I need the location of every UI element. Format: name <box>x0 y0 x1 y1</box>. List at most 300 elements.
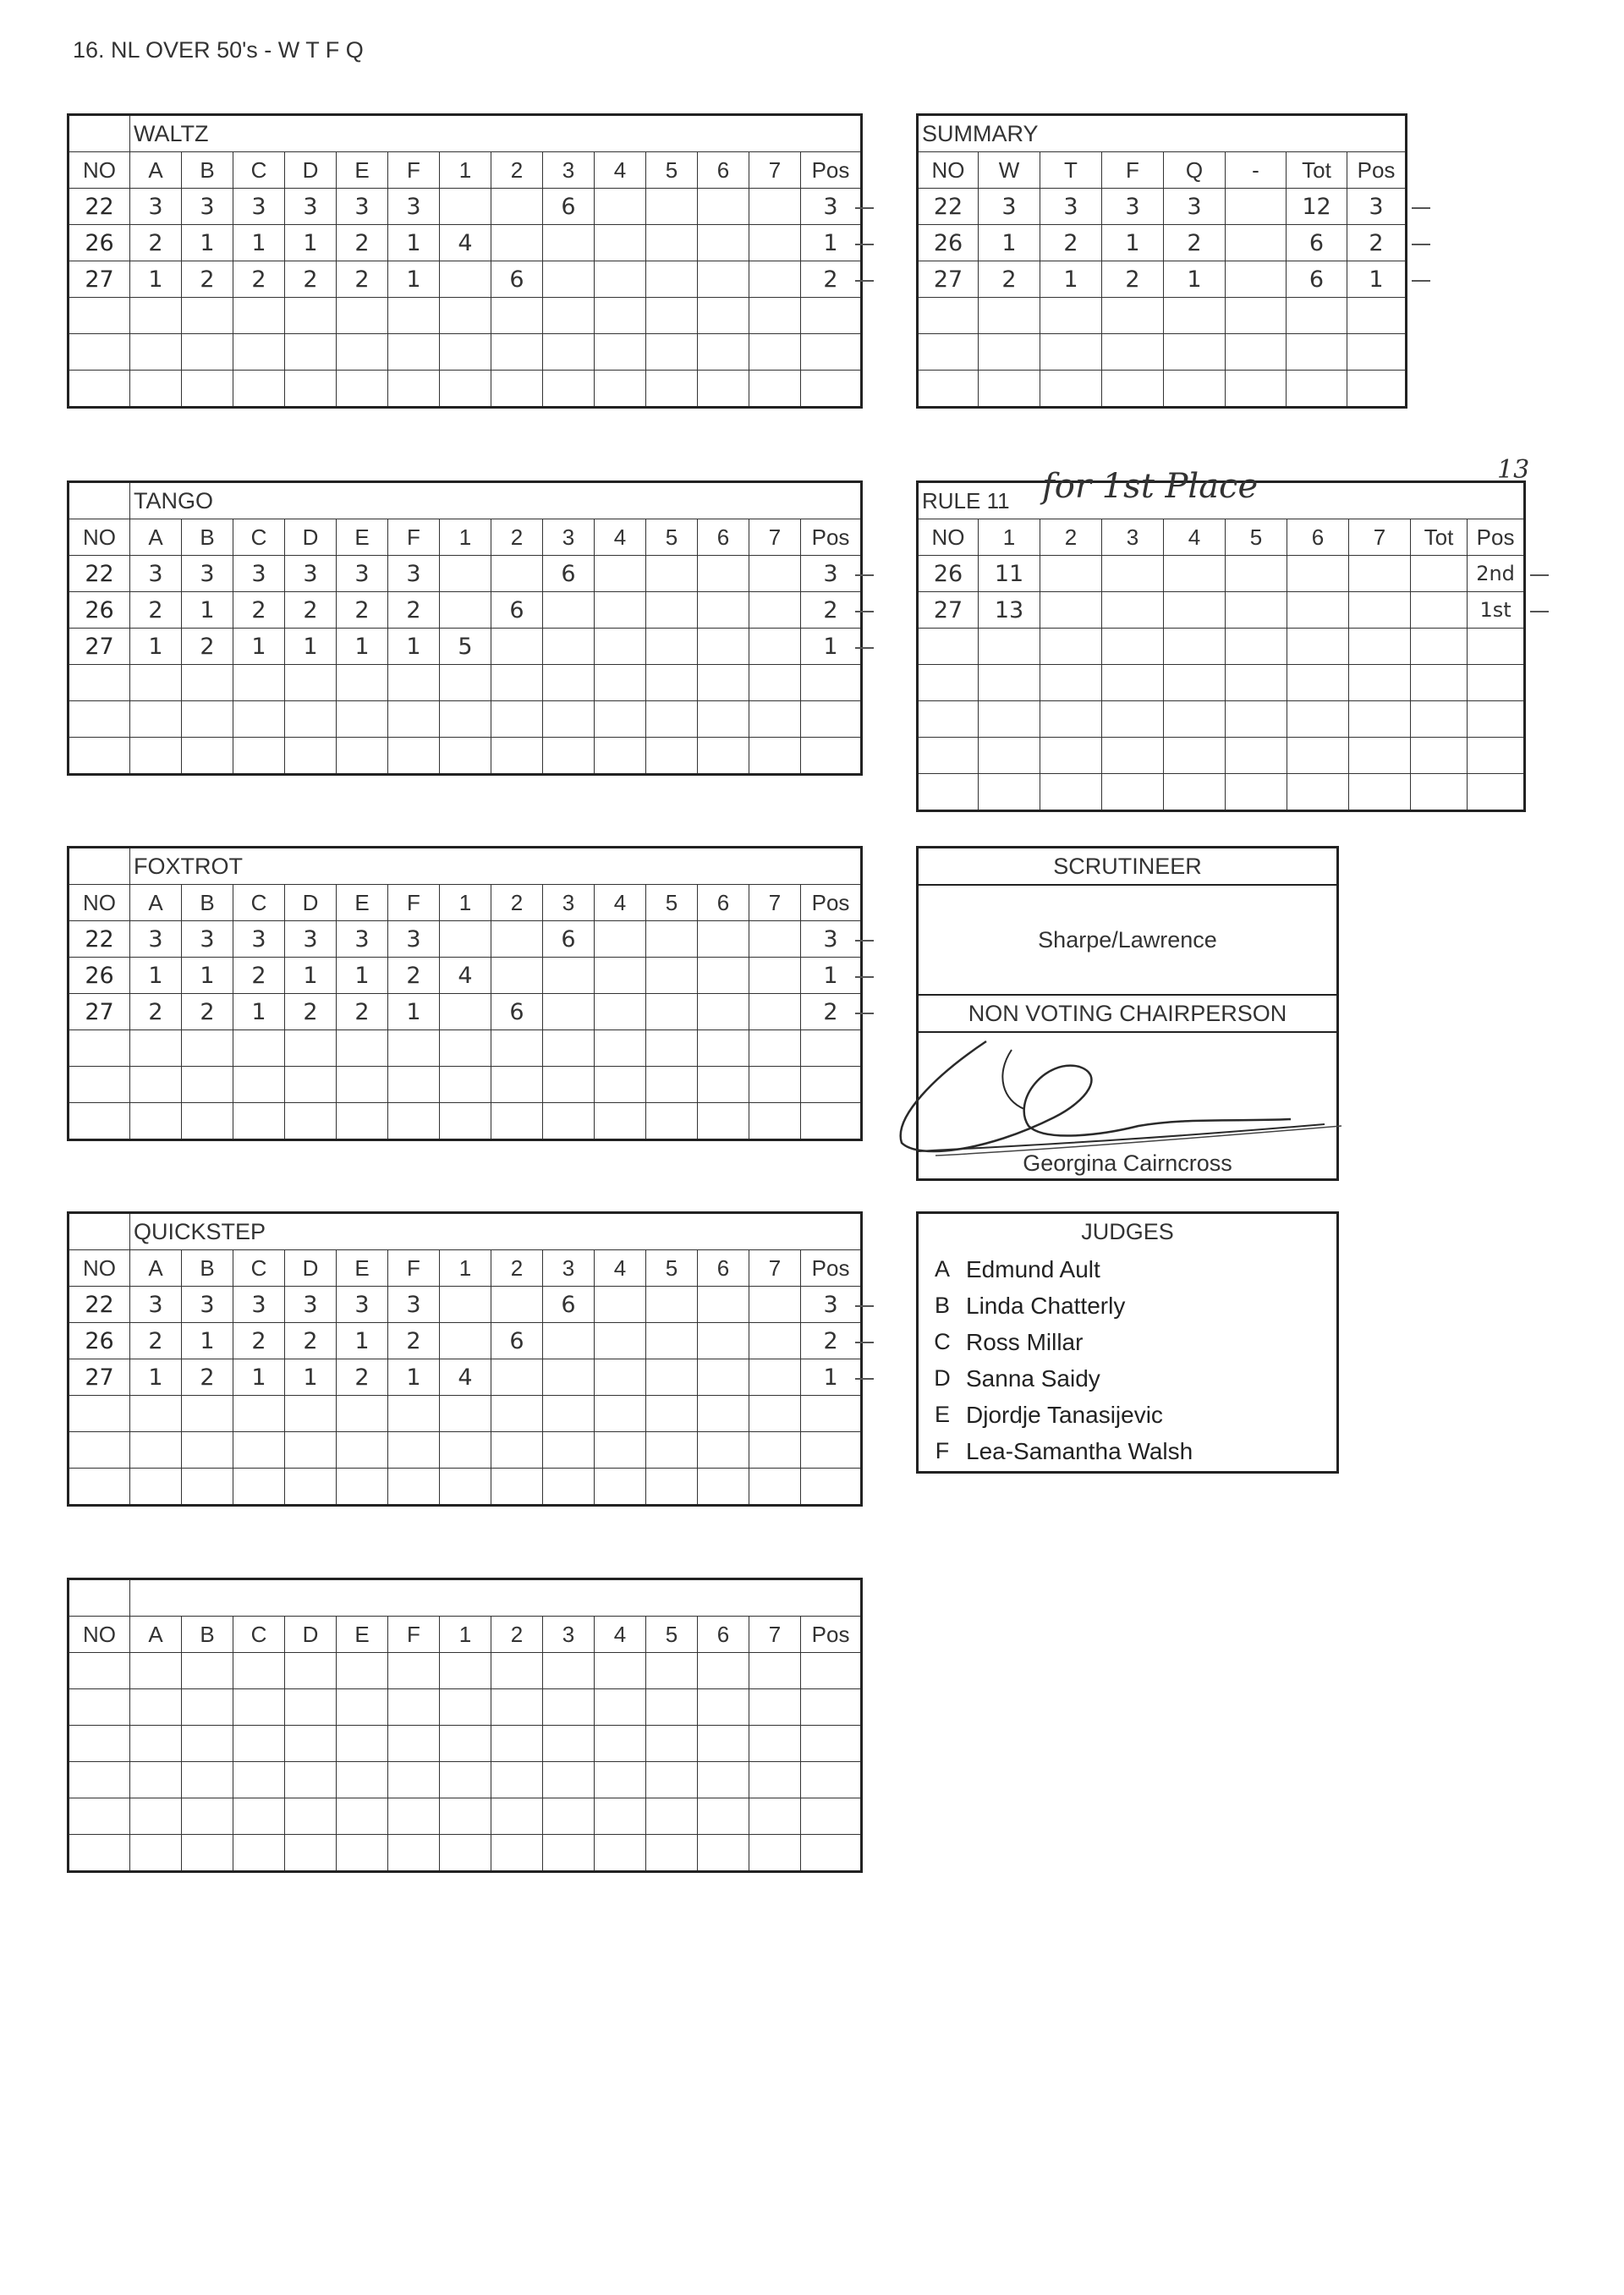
judge-mark: 1 <box>182 592 233 629</box>
judge-mark: 3 <box>182 1287 233 1323</box>
empty-cell <box>491 1726 543 1762</box>
empty-cell <box>1468 738 1525 774</box>
tick-mark <box>855 1013 874 1014</box>
empty-cell <box>69 1835 130 1872</box>
empty-cell <box>182 701 233 738</box>
empty-cell <box>749 701 801 738</box>
empty-cell <box>388 1103 440 1140</box>
empty-cell <box>646 1067 698 1103</box>
judge-mark: 1 <box>285 1359 337 1396</box>
empty-cell <box>388 1798 440 1835</box>
column-header: 6 <box>698 1617 749 1653</box>
empty-cell <box>440 1396 491 1432</box>
judge-mark: 1 <box>182 958 233 994</box>
judge-mark: 1 <box>130 1359 182 1396</box>
majority-count <box>749 958 801 994</box>
summary-value: 2 <box>1040 225 1102 261</box>
column-header: 6 <box>698 1250 749 1287</box>
empty-cell <box>749 1469 801 1506</box>
empty-cell <box>918 738 979 774</box>
judge-mark: 1 <box>388 225 440 261</box>
judge-mark: 3 <box>130 556 182 592</box>
empty-cell <box>1349 701 1411 738</box>
empty-cell <box>595 1067 646 1103</box>
empty-cell <box>749 334 801 371</box>
majority-count: 6 <box>543 189 595 225</box>
majority-count <box>440 921 491 958</box>
couple-number: 22 <box>69 189 130 225</box>
majority-count <box>698 1287 749 1323</box>
empty-cell <box>595 1835 646 1872</box>
majority-count <box>491 629 543 665</box>
column-header: 3 <box>543 1250 595 1287</box>
position: 1 <box>801 629 862 665</box>
empty-cell <box>388 1469 440 1506</box>
empty-cell <box>233 701 285 738</box>
column-header: D <box>285 152 337 189</box>
column-header: E <box>337 1250 388 1287</box>
empty-cell <box>1102 774 1164 811</box>
judges-label: JUDGES <box>1081 1219 1174 1244</box>
column-header: - <box>1226 152 1287 189</box>
judge-mark: 1 <box>337 958 388 994</box>
empty-cell <box>69 334 130 371</box>
majority-count <box>595 921 646 958</box>
judges-list <box>919 1251 1336 1469</box>
majority-count <box>749 921 801 958</box>
judge-mark: 1 <box>182 1323 233 1359</box>
judge-mark: 2 <box>130 225 182 261</box>
empty-cell <box>979 738 1040 774</box>
empty-cell <box>1347 371 1407 408</box>
empty-cell <box>801 1835 862 1872</box>
majority-count <box>543 629 595 665</box>
column-header: 5 <box>646 519 698 556</box>
dance-table-foxtrot <box>67 846 863 1141</box>
empty-cell <box>749 1689 801 1726</box>
majority-count <box>749 1323 801 1359</box>
empty-cell <box>543 371 595 408</box>
empty-cell <box>491 1469 543 1506</box>
empty-cell <box>1164 629 1226 665</box>
judges-box <box>916 1211 1339 1474</box>
dance-table-waltz <box>67 113 863 409</box>
scrutineer-box <box>916 846 1339 1181</box>
judge-row <box>919 1324 1336 1360</box>
empty-cell <box>595 1726 646 1762</box>
empty-cell <box>646 1653 698 1689</box>
empty-cell <box>182 1030 233 1067</box>
empty-cell <box>233 665 285 701</box>
empty-cell <box>285 1689 337 1726</box>
empty-cell <box>337 1835 388 1872</box>
judge-mark: 2 <box>182 1359 233 1396</box>
judge-mark: 3 <box>388 189 440 225</box>
empty-cell <box>646 298 698 334</box>
summary-table <box>916 113 1407 409</box>
empty-cell <box>337 1432 388 1469</box>
empty-cell <box>337 1030 388 1067</box>
dance-table-tango <box>67 480 863 776</box>
summary-value: 2 <box>1164 225 1226 261</box>
summary-value: 2 <box>1102 261 1164 298</box>
empty-cell <box>130 1835 182 1872</box>
empty-cell <box>285 1103 337 1140</box>
empty-cell <box>543 1030 595 1067</box>
empty-cell <box>233 334 285 371</box>
majority-count: 6 <box>491 994 543 1030</box>
dance-name: TANGO <box>130 482 862 519</box>
empty-cell <box>595 665 646 701</box>
position: 1 <box>801 1359 862 1396</box>
empty-cell <box>1102 298 1164 334</box>
empty-cell <box>69 1432 130 1469</box>
corner-cell <box>69 848 130 885</box>
empty-cell <box>69 1653 130 1689</box>
column-header: E <box>337 885 388 921</box>
empty-cell <box>1411 665 1468 701</box>
rule11-value <box>1102 592 1164 629</box>
empty-cell <box>1347 298 1407 334</box>
empty-cell <box>979 371 1040 408</box>
empty-cell <box>233 1653 285 1689</box>
couple-number: 27 <box>69 261 130 298</box>
judge-letter: D <box>934 1365 951 1391</box>
position: 3 <box>801 1287 862 1323</box>
empty-cell <box>69 1030 130 1067</box>
empty-cell <box>543 1798 595 1835</box>
empty-cell <box>698 1762 749 1798</box>
rule11-value <box>1411 592 1468 629</box>
empty-cell <box>918 298 979 334</box>
column-header: A <box>130 885 182 921</box>
judge-mark: 1 <box>285 225 337 261</box>
empty-cell <box>440 1103 491 1140</box>
empty-cell <box>337 1762 388 1798</box>
position: 3 <box>801 189 862 225</box>
empty-cell <box>698 298 749 334</box>
empty-cell <box>491 298 543 334</box>
judge-mark: 1 <box>233 629 285 665</box>
majority-count: 4 <box>440 225 491 261</box>
empty-cell <box>698 1798 749 1835</box>
column-header: NO <box>918 519 979 556</box>
empty-cell <box>646 1396 698 1432</box>
empty-cell <box>543 665 595 701</box>
position: 2 <box>801 994 862 1030</box>
column-header: B <box>182 1617 233 1653</box>
chairperson-name: Georgina Cairncross <box>1023 1150 1232 1176</box>
empty-cell <box>801 1726 862 1762</box>
empty-cell <box>285 1726 337 1762</box>
empty-cell <box>749 1835 801 1872</box>
empty-cell <box>1411 629 1468 665</box>
couple-number: 26 <box>918 225 979 261</box>
column-header: 1 <box>440 885 491 921</box>
couple-number: 22 <box>918 189 979 225</box>
empty-cell <box>543 1726 595 1762</box>
column-header: Pos <box>801 1250 862 1287</box>
judge-mark: 1 <box>233 994 285 1030</box>
empty-cell <box>801 1762 862 1798</box>
judge-mark: 3 <box>182 556 233 592</box>
empty-cell <box>543 1432 595 1469</box>
empty-cell <box>440 701 491 738</box>
empty-cell <box>337 334 388 371</box>
empty-cell <box>233 1798 285 1835</box>
majority-count <box>749 556 801 592</box>
majority-count: 6 <box>491 1323 543 1359</box>
empty-cell <box>1102 371 1164 408</box>
empty-cell <box>182 1469 233 1506</box>
column-header: 1 <box>440 1250 491 1287</box>
empty-cell <box>491 1103 543 1140</box>
rule11-value <box>1411 556 1468 592</box>
column-header: 5 <box>646 1617 698 1653</box>
rule11-note: for 1st Place <box>1042 467 1259 506</box>
column-header: 1 <box>440 152 491 189</box>
empty-cell <box>491 665 543 701</box>
empty-cell <box>595 371 646 408</box>
empty-cell <box>1164 371 1226 408</box>
empty-cell <box>285 1396 337 1432</box>
empty-cell <box>182 665 233 701</box>
empty-cell <box>130 1103 182 1140</box>
empty-cell <box>491 1396 543 1432</box>
majority-count <box>595 994 646 1030</box>
empty-cell <box>801 1396 862 1432</box>
column-header: F <box>388 152 440 189</box>
empty-cell <box>337 1726 388 1762</box>
judge-mark: 3 <box>233 556 285 592</box>
corner-cell <box>69 1213 130 1250</box>
majority-count <box>595 629 646 665</box>
judge-mark: 1 <box>285 629 337 665</box>
judge-mark: 2 <box>182 994 233 1030</box>
empty-cell <box>801 1432 862 1469</box>
empty-cell <box>440 334 491 371</box>
summary-value: 2 <box>979 261 1040 298</box>
empty-cell <box>182 298 233 334</box>
column-header: 2 <box>491 519 543 556</box>
empty-cell <box>749 738 801 775</box>
majority-count <box>491 189 543 225</box>
position: 2 <box>801 261 862 298</box>
scrutineer-name: Sharpe/Lawrence <box>919 886 1336 996</box>
majority-count: 6 <box>491 592 543 629</box>
empty-cell <box>337 298 388 334</box>
column-header: 7 <box>749 1250 801 1287</box>
majority-count: 4 <box>440 1359 491 1396</box>
empty-cell <box>698 1396 749 1432</box>
empty-cell <box>491 1067 543 1103</box>
empty-cell <box>491 701 543 738</box>
judge-mark: 2 <box>337 592 388 629</box>
empty-cell <box>337 371 388 408</box>
rule11-value <box>1164 592 1226 629</box>
judge-mark: 2 <box>130 592 182 629</box>
empty-cell <box>1040 665 1102 701</box>
empty-cell <box>440 371 491 408</box>
empty-cell <box>1287 334 1347 371</box>
judge-mark: 3 <box>388 921 440 958</box>
column-header: 1 <box>440 1617 491 1653</box>
position: 2 <box>801 1323 862 1359</box>
judge-mark: 2 <box>285 261 337 298</box>
column-header: 6 <box>698 519 749 556</box>
empty-cell <box>1164 334 1226 371</box>
empty-cell <box>337 738 388 775</box>
empty-cell <box>698 371 749 408</box>
empty-cell <box>698 1469 749 1506</box>
column-header: 6 <box>1287 519 1349 556</box>
empty-cell <box>69 1689 130 1726</box>
empty-cell <box>337 1103 388 1140</box>
empty-cell <box>543 738 595 775</box>
empty-cell <box>285 1835 337 1872</box>
rule11-value <box>1102 556 1164 592</box>
empty-cell <box>801 738 862 775</box>
empty-cell <box>595 1762 646 1798</box>
empty-cell <box>698 701 749 738</box>
empty-cell <box>595 334 646 371</box>
empty-cell <box>337 665 388 701</box>
tick-mark <box>855 976 874 978</box>
empty-cell <box>801 1469 862 1506</box>
couple-number: 27 <box>918 592 979 629</box>
majority-count <box>698 921 749 958</box>
majority-count <box>749 592 801 629</box>
majority-count <box>646 921 698 958</box>
majority-count <box>749 261 801 298</box>
majority-count <box>491 1359 543 1396</box>
empty-cell <box>69 1103 130 1140</box>
empty-cell <box>801 1689 862 1726</box>
empty-cell <box>440 1689 491 1726</box>
judge-mark: 2 <box>285 592 337 629</box>
empty-cell <box>979 298 1040 334</box>
column-header: B <box>182 519 233 556</box>
judge-mark: 3 <box>182 921 233 958</box>
empty-cell <box>1226 629 1287 665</box>
empty-cell <box>698 1103 749 1140</box>
rule11-value <box>1226 556 1287 592</box>
column-header: 6 <box>698 152 749 189</box>
judge-mark: 2 <box>182 629 233 665</box>
tick-mark <box>855 207 874 209</box>
empty-cell <box>182 1689 233 1726</box>
empty-cell <box>646 1835 698 1872</box>
tick-mark <box>1530 611 1549 612</box>
majority-count <box>646 1287 698 1323</box>
judge-mark: 1 <box>130 629 182 665</box>
empty-cell <box>69 1469 130 1506</box>
couple-number: 27 <box>69 1359 130 1396</box>
column-header: A <box>130 1617 182 1653</box>
empty-cell <box>130 1396 182 1432</box>
empty-cell <box>233 1689 285 1726</box>
empty-cell <box>646 371 698 408</box>
majority-count <box>646 1323 698 1359</box>
empty-cell <box>440 1469 491 1506</box>
empty-cell <box>1164 738 1226 774</box>
majority-count <box>698 994 749 1030</box>
column-header: D <box>285 885 337 921</box>
empty-cell <box>388 1067 440 1103</box>
judge-mark: 2 <box>233 261 285 298</box>
judge-mark: 2 <box>337 225 388 261</box>
empty-cell <box>646 1689 698 1726</box>
empty-cell <box>749 1798 801 1835</box>
empty-cell <box>182 1798 233 1835</box>
majority-count <box>491 958 543 994</box>
tick-mark <box>855 647 874 649</box>
empty-cell <box>337 1798 388 1835</box>
judge-mark: 1 <box>233 225 285 261</box>
empty-cell <box>182 1067 233 1103</box>
column-header: Pos <box>801 152 862 189</box>
column-header: 3 <box>543 885 595 921</box>
empty-cell <box>491 334 543 371</box>
majority-count <box>491 556 543 592</box>
empty-cell <box>491 738 543 775</box>
column-header: 2 <box>1040 519 1102 556</box>
column-header: 5 <box>1226 519 1287 556</box>
empty-cell <box>646 665 698 701</box>
empty-cell <box>646 738 698 775</box>
column-header: Pos <box>801 1617 862 1653</box>
judge-name: Linda Chatterly <box>966 1292 1126 1319</box>
judge-mark: 3 <box>388 1287 440 1323</box>
empty-cell <box>130 1798 182 1835</box>
rule11-value: 13 <box>979 592 1040 629</box>
empty-cell <box>130 298 182 334</box>
judge-mark: 2 <box>337 994 388 1030</box>
majority-count <box>646 225 698 261</box>
empty-cell <box>182 1432 233 1469</box>
column-header: A <box>130 152 182 189</box>
judge-mark: 2 <box>388 958 440 994</box>
empty-cell <box>233 1469 285 1506</box>
empty-cell <box>69 701 130 738</box>
column-header: 2 <box>491 152 543 189</box>
empty-cell <box>491 1030 543 1067</box>
empty-cell <box>1411 774 1468 811</box>
empty-cell <box>749 1762 801 1798</box>
judge-name: Djordje Tanasijevic <box>966 1401 1163 1428</box>
judge-name: Edmund Ault <box>966 1255 1100 1282</box>
empty-cell <box>749 1030 801 1067</box>
empty-cell <box>388 1762 440 1798</box>
empty-cell <box>233 1835 285 1872</box>
summary-value <box>1226 225 1287 261</box>
empty-cell <box>543 701 595 738</box>
empty-cell <box>285 665 337 701</box>
column-header: NO <box>69 885 130 921</box>
empty-cell <box>1468 774 1525 811</box>
empty-cell <box>918 629 979 665</box>
summary-value: 3 <box>1164 189 1226 225</box>
couple-number: 26 <box>69 958 130 994</box>
column-header: Pos <box>801 885 862 921</box>
couple-number: 26 <box>918 556 979 592</box>
dance-name: WALTZ <box>130 115 862 152</box>
position: 3 <box>1347 189 1407 225</box>
empty-cell <box>801 298 862 334</box>
position: 2 <box>801 592 862 629</box>
rule11-value <box>1040 592 1102 629</box>
empty-cell <box>1411 701 1468 738</box>
